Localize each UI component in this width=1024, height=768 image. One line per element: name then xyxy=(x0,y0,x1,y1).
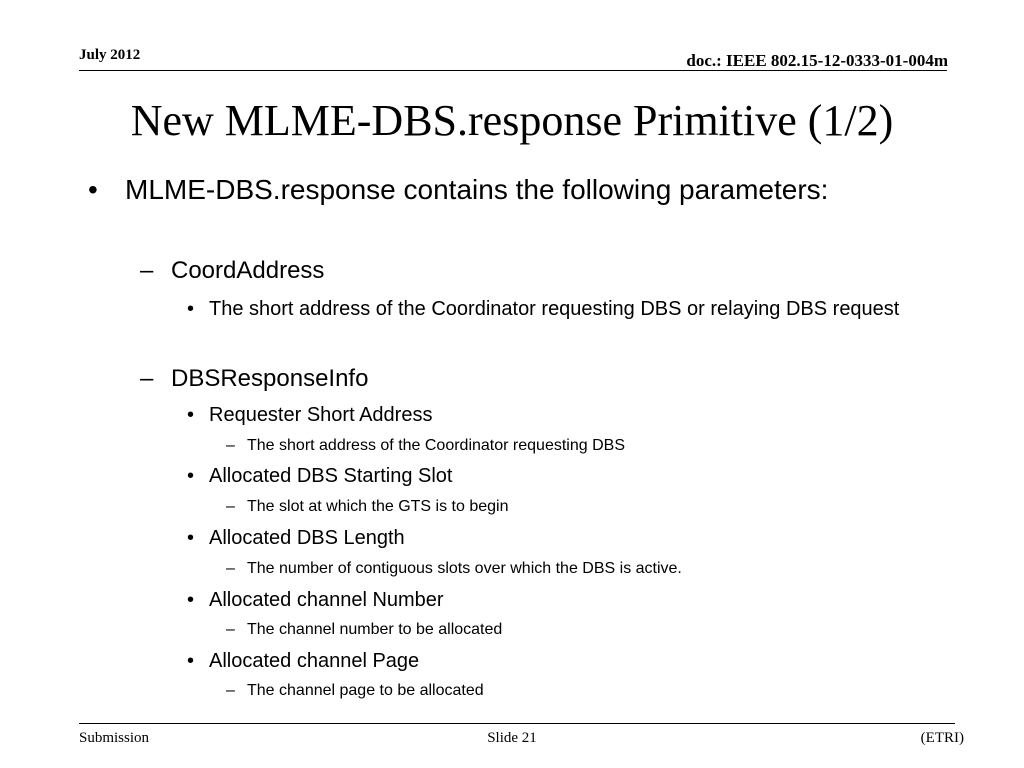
footer-divider xyxy=(79,723,955,724)
header-date: July 2012 xyxy=(79,47,141,63)
bullet-marker: • xyxy=(187,527,195,549)
field-description xyxy=(226,620,956,640)
bullet-text: DBSResponseInfo xyxy=(171,365,369,392)
bullet-coord-address-description xyxy=(187,294,957,324)
field-description xyxy=(226,559,956,579)
field-description xyxy=(226,497,956,517)
dash-marker: – xyxy=(140,365,154,392)
field-description-text: The number of contiguous slots over which the DBS is active. xyxy=(247,560,682,577)
dash-marker: – xyxy=(226,621,235,638)
field-item xyxy=(187,523,957,553)
bullet-dbs-response-info xyxy=(140,364,940,394)
bullet-marker: • xyxy=(187,404,195,426)
field-description xyxy=(226,681,956,701)
footer-slide-number: Slide 21 xyxy=(487,730,537,746)
field-item xyxy=(187,400,957,430)
bullet-text: MLME-DBS.response contains the following parameters: xyxy=(125,174,829,205)
dash-marker: – xyxy=(226,682,235,699)
field-description-text: The short address of the Coordinator requesting DBS xyxy=(247,437,625,454)
field-item xyxy=(187,646,957,676)
bullet-text: The short address of the Coordinator requesting DBS or relaying DBS request xyxy=(209,298,900,320)
field-item xyxy=(187,585,957,615)
header-doc-id: doc.: IEEE 802.15-12-0333-01-004m xyxy=(686,51,948,70)
dash-marker: – xyxy=(140,257,154,284)
field-description xyxy=(226,436,956,456)
bullet-marker: • xyxy=(187,589,195,611)
footer-organization: (ETRI) xyxy=(920,730,964,746)
field-description-text: The slot at which the GTS is to begin xyxy=(247,498,509,515)
field-name: Allocated DBS Starting Slot xyxy=(209,465,453,487)
bullet-marker: • xyxy=(187,650,195,672)
field-description-text: The channel number to be allocated xyxy=(247,621,503,638)
dash-marker: – xyxy=(226,498,235,515)
bullet-intro xyxy=(88,170,968,209)
bullet-marker: • xyxy=(187,298,195,320)
field-item xyxy=(187,461,957,491)
field-name: Allocated channel Number xyxy=(209,589,444,611)
bullet-coord-address xyxy=(140,256,940,286)
field-name: Allocated channel Page xyxy=(209,650,420,672)
bullet-marker: • xyxy=(187,465,195,487)
dash-marker: – xyxy=(226,560,235,577)
dash-marker: – xyxy=(226,437,235,454)
field-name: Requester Short Address xyxy=(209,404,433,426)
bullet-text: CoordAddress xyxy=(171,257,325,284)
bullet-marker: • xyxy=(88,174,98,205)
footer-submission: Submission xyxy=(79,730,150,746)
field-name: Allocated DBS Length xyxy=(209,527,405,549)
field-description-text: The channel page to be allocated xyxy=(247,682,484,699)
slide-title: New MLME-DBS.response Primitive (1/2) xyxy=(130,96,894,145)
